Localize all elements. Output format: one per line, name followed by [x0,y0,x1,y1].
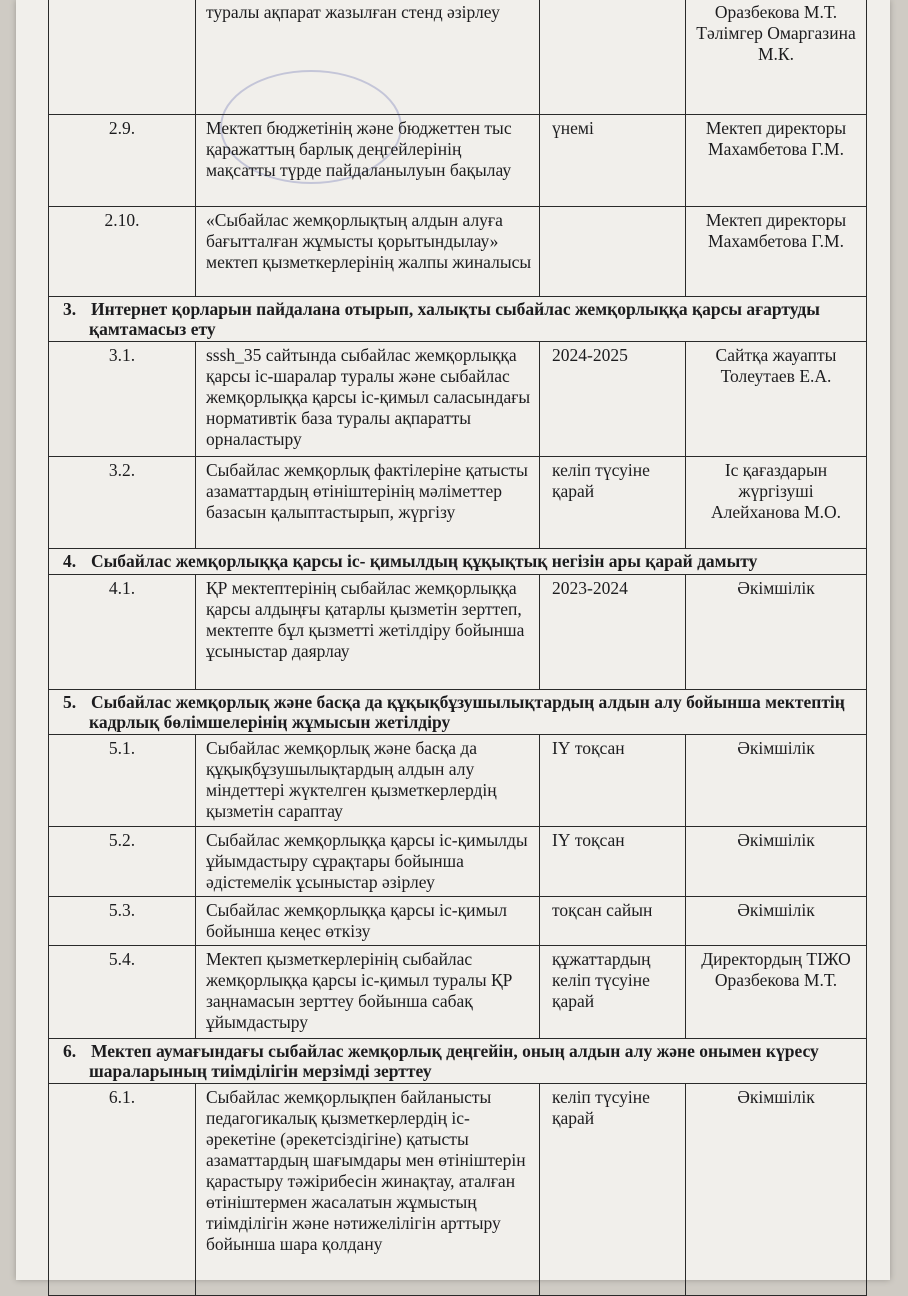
item-action: Сыбайлас жемқорлыққа қарсы іс-қимыл бойынша кеңес өткізу [196,897,540,946]
item-number: 6.1. [49,1084,196,1296]
section-number: 5. [63,692,77,712]
item-action: Сыбайлас жемқорлыққа қарсы іс-қимылды ұйымдастыру сұрақтары бойынша әдістемелік ұсыныстар әзірлеу [196,827,540,897]
item-responsible: Директордың ТІЖО Оразбекова М.Т. [686,946,867,1039]
plan-table [48,0,867,1296]
section-row [49,690,867,735]
item-number: 3.2. [49,457,196,549]
section-title [49,1039,867,1084]
document-page [16,0,890,1280]
section-title-text: Сыбайлас жемқорлыққа қарсы іс- қимылдың құқықтық негізін ары қарай дамыту [91,551,758,571]
item-deadline: 2024-2025 [540,342,686,457]
item-action: sssh_35 сайтында сыбайлас жемқорлыққа қарсы іс-шаралар туралы және сыбайлас жемқорлыққа қарсы іс-қимыл саласындағы нормативтік база туралы ақпаратты орналастыру [196,342,540,457]
item-deadline: келіп түсуіне қарай [540,457,686,549]
item-responsible: Әкімшілік [686,735,867,827]
item-deadline: құжаттардың келіп түсуіне қарай [540,946,686,1039]
table-row [49,827,867,897]
table-row [49,575,867,690]
table-row [49,897,867,946]
table-row [49,342,867,457]
item-action: ҚР мектептерінің сыбайлас жемқорлыққа қарсы алдыңғы қатарлы қызметін зерттеп, мектепте бұл қызметті жетілдіру бойынша ұсыныстар даярлау [196,575,540,690]
item-action: туралы ақпарат жазылған стенд әзірлеу [196,0,540,115]
table-row [49,115,867,207]
item-deadline: ІҮ тоқсан [540,827,686,897]
item-responsible: Сайтқа жауапты Толеутаев Е.А. [686,342,867,457]
section-number: 4. [63,551,77,571]
item-action: Сыбайлас жемқорлық фактілеріне қатысты азаматтардың өтініштерінің мәліметтер базасын қалыптастырып, жүргізу [196,457,540,549]
item-action: Сыбайлас жемқорлық және басқа да құқықбұзушылықтардың алдын алу міндеттері жүктелген қызметкерлердің қызметін сараптау [196,735,540,827]
table-row [49,735,867,827]
section-title [49,297,867,342]
item-number: 5.3. [49,897,196,946]
table-row [49,946,867,1039]
item-deadline: тоқсан сайын [540,897,686,946]
item-responsible: Мектеп директоры Махамбетова Г.М. [686,115,867,207]
section-number: 6. [63,1041,77,1061]
section-row [49,549,867,575]
item-number: 2.10. [49,207,196,297]
item-responsible: Әкімшілік [686,1084,867,1296]
item-number: 5.4. [49,946,196,1039]
item-responsible: Әкімшілік [686,827,867,897]
plan-table-body [49,0,867,1296]
section-title [49,690,867,735]
item-number: 5.1. [49,735,196,827]
table-row [49,457,867,549]
section-title-text: Сыбайлас жемқорлық және басқа да құқықбұзушылықтардың алдын алу бойынша мектептің кадрлық бөлімшелерінің жұмысын жетілдіру [89,692,845,732]
table-row [49,207,867,297]
item-number: 3.1. [49,342,196,457]
item-number: 5.2. [49,827,196,897]
item-deadline [540,207,686,297]
item-action: Мектеп бюджетінің және бюджеттен тыс қаражаттың барлық деңгейлерінің мақсатты түрде пайдаланылуын бақылау [196,115,540,207]
section-row [49,1039,867,1084]
item-deadline: келіп түсуіне қарай [540,1084,686,1296]
item-action: Сыбайлас жемқорлықпен байланысты педагогикалық қызметкерлердің іс-әрекетіне (әрекетсіздігіне) қатысты азаматтардың шағымдары мен өтініштерін қарастыру тәжірибесін жинақтау, аталған өтініштермен жасалатын жұмыстың тиімділігін және нәтижелілігін арттыру бойынша шара қолдану [196,1084,540,1296]
item-deadline: 2023-2024 [540,575,686,690]
section-row [49,297,867,342]
item-number [49,0,196,115]
section-number: 3. [63,299,77,319]
item-action: «Сыбайлас жемқорлықтың алдын алуға бағытталған жұмысты қорытындылау» мектеп қызметкерлерінің жалпы жиналысы [196,207,540,297]
item-deadline: ІҮ тоқсан [540,735,686,827]
item-responsible: Әкімшілік [686,575,867,690]
item-responsible: Мектеп директоры Махамбетова Г.М. [686,207,867,297]
item-number: 4.1. [49,575,196,690]
item-deadline [540,0,686,115]
item-number: 2.9. [49,115,196,207]
section-title-text: Мектеп аумағындағы сыбайлас жемқорлық деңгейін, оның алдын алу және онымен күресу шараларының тиімділігін мерзімді зерттеу [89,1041,819,1081]
item-responsible: Оразбекова М.Т. Тәлімгер Омаргазина М.К. [686,0,867,115]
section-title-text: Интернет қорларын пайдалана отырып, халықты сыбайлас жемқорлыққа қарсы ағартуды қамтамасыз ету [89,299,820,339]
table-row [49,0,867,115]
item-deadline: үнемі [540,115,686,207]
table-row [49,1084,867,1296]
item-responsible: Әкімшілік [686,897,867,946]
item-responsible: Іс қағаздарын жүргізуші Алейханова М.О. [686,457,867,549]
section-title [49,549,867,575]
item-action: Мектеп қызметкерлерінің сыбайлас жемқорлыққа қарсы іс-қимыл туралы ҚР заңнамасын зерттеу бойынша сабақ ұйымдастыру [196,946,540,1039]
